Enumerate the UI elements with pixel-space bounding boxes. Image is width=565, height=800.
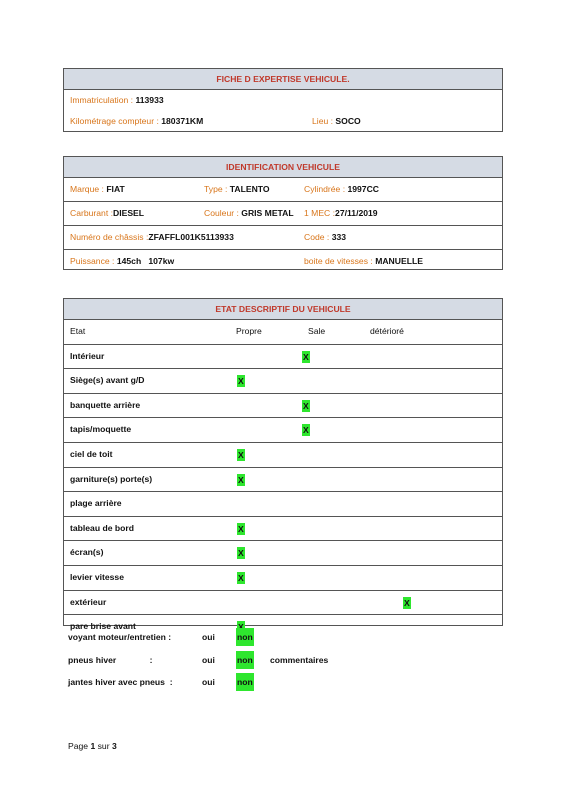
question-label: pneus hiver : (68, 655, 153, 665)
etat-item-label: garniture(s) porte(s) (70, 473, 153, 484)
check-mark-sale: X (303, 425, 309, 436)
footer-middle: sur (95, 741, 112, 751)
km-value: 180371KM (161, 116, 204, 126)
check-mark-propre: X (238, 548, 244, 559)
type-value: TALENTO (229, 184, 270, 194)
footer-total-pages: 3 (111, 741, 117, 751)
col-etat-header: Etat (70, 326, 86, 336)
etat-row (64, 467, 502, 492)
mec-value: 27/11/2019 (335, 208, 378, 218)
etat-item-label: écran(s) (70, 547, 104, 558)
check-mark-deteriore: X (404, 597, 410, 608)
identification-section (63, 156, 503, 270)
puissance-value: 145ch 107kw (116, 256, 175, 266)
etat-row (64, 393, 502, 418)
col-sale-header: Sale (308, 326, 326, 336)
boite-label: boite de vitesses : (304, 256, 373, 266)
answer-oui: oui (202, 655, 215, 665)
answer-oui: oui (202, 632, 215, 642)
etat-item-label: extérieur (70, 596, 107, 607)
answer-non: non (236, 651, 254, 669)
etat-header-row (64, 320, 502, 344)
lieu-label: Lieu : (312, 116, 334, 126)
carburant-label: Carburant : (70, 208, 113, 218)
type-label: Type : (204, 184, 228, 194)
question-row (68, 651, 368, 669)
cylindree-value: 1997CC (347, 184, 379, 194)
question-label: jantes hiver avec pneus : (68, 677, 173, 687)
etat-row (64, 540, 502, 565)
couleur-value: GRIS METAL (241, 208, 294, 218)
etat-row (64, 344, 502, 369)
etat-item-label: tableau de bord (70, 522, 134, 533)
etat-item-label: plage arrière (70, 498, 122, 509)
etat-row (64, 590, 502, 615)
question-row (68, 673, 368, 691)
etat-row (64, 491, 502, 516)
chassis-label: Numéro de châssis : (70, 232, 149, 242)
etat-row (64, 516, 502, 541)
km-row (64, 111, 502, 132)
ident-row-3 (64, 225, 502, 249)
code-label: Code : (304, 232, 330, 242)
page-footer (68, 741, 117, 751)
puissance-label: Puissance : (70, 256, 115, 266)
boite-value: MANUELLE (375, 256, 423, 266)
km-label: Kilométrage compteur : (70, 116, 159, 126)
etat-row (64, 442, 502, 467)
chassis-value: ZFAFFL001K5113933 (148, 232, 234, 242)
check-mark-sale: X (303, 400, 309, 411)
col-deteriore-header: détérioré (370, 326, 404, 336)
check-mark-propre: X (238, 572, 244, 583)
question-row (68, 628, 368, 646)
answer-oui: oui (202, 677, 215, 687)
etat-descriptif-title: ETAT DESCRIPTIF DU VEHICULE (64, 299, 502, 320)
immat-row (64, 90, 502, 111)
lieu-value: SOCO (335, 116, 361, 126)
fiche-expertise-title: FICHE D EXPERTISE VEHICULE. (64, 69, 502, 90)
couleur-label: Couleur : (204, 208, 239, 218)
carburant-value: DIESEL (113, 208, 145, 218)
check-mark-propre: X (238, 376, 244, 387)
ident-row-1 (64, 178, 502, 201)
etat-row (64, 368, 502, 393)
identification-title: IDENTIFICATION VEHICULE (64, 157, 502, 178)
answer-non: non (236, 628, 254, 646)
etat-item-label: Siège(s) avant g/D (70, 375, 145, 386)
check-mark-propre: X (238, 523, 244, 534)
marque-value: FIAT (106, 184, 125, 194)
etat-item-label: levier vitesse (70, 571, 124, 582)
ident-row-4 (64, 249, 502, 273)
check-mark-sale: X (303, 351, 309, 362)
answer-non: non (236, 673, 254, 691)
footer-current-page: 1 (90, 741, 96, 751)
etat-row (64, 417, 502, 442)
etat-rows (64, 344, 502, 639)
immat-value: 113933 (135, 95, 164, 105)
ident-row-2 (64, 201, 502, 225)
footer-prefix: Page (68, 741, 91, 751)
etat-item-label: tapis/moquette (70, 424, 132, 435)
etat-item-label: ciel de toit (70, 448, 113, 459)
immat-label: Immatriculation : (70, 95, 134, 105)
question-comment: commentaires (270, 655, 329, 665)
etat-descriptif-section (63, 298, 503, 632)
marque-label: Marque : (70, 184, 104, 194)
mec-label: 1 MEC : (304, 208, 336, 218)
fiche-expertise-section (63, 68, 503, 132)
question-label: voyant moteur/entretien : (68, 632, 172, 642)
etat-item-label: banquette arrière (70, 399, 141, 410)
check-mark-propre: X (238, 474, 244, 485)
etat-row (64, 565, 502, 590)
etat-item-label: Intérieur (70, 350, 105, 361)
etat-item-label: pare brise avant (70, 621, 136, 632)
check-mark-propre: X (238, 449, 244, 460)
col-propre-header: Propre (236, 326, 262, 336)
code-value: 333 (331, 232, 347, 242)
cylindree-label: Cylindrée : (304, 184, 346, 194)
